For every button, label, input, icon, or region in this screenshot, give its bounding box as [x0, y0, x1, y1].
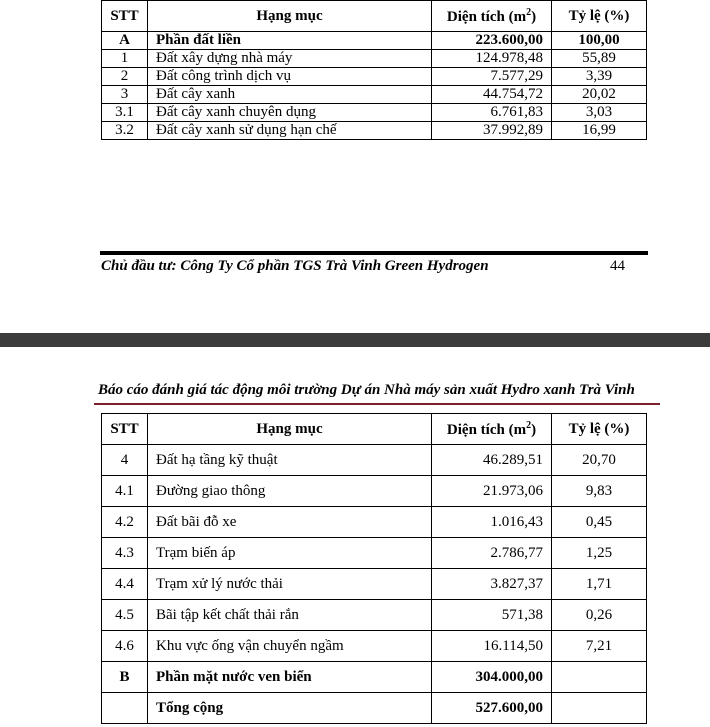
cell-item: Tổng cộng — [148, 693, 432, 724]
cell-item: Phần mặt nước ven biển — [148, 662, 432, 693]
cell-stt: 4.2 — [102, 507, 148, 538]
cell-stt: 3.1 — [102, 104, 148, 122]
cell-ratio: 20,70 — [552, 445, 647, 476]
cell-ratio: 1,25 — [552, 538, 647, 569]
cell-ratio: 3,03 — [552, 104, 647, 122]
col-item-header: Hạng mục — [148, 414, 432, 445]
table-header-row — [102, 414, 647, 445]
cell-ratio — [552, 662, 647, 693]
table-row — [102, 68, 647, 86]
cell-stt: 4 — [102, 445, 148, 476]
cell-item: Đất cây xanh chuyên dụng — [148, 104, 432, 122]
page-number: 44 — [610, 258, 625, 274]
cell-stt — [102, 693, 148, 724]
footer-rule — [100, 251, 648, 255]
table-row — [102, 507, 647, 538]
table-row — [102, 538, 647, 569]
cell-ratio: 20,02 — [552, 86, 647, 104]
cell-ratio: 0,26 — [552, 600, 647, 631]
cell-ratio: 3,39 — [552, 68, 647, 86]
cell-area: 37.992,89 — [432, 122, 552, 140]
cell-area: 7.577,29 — [432, 68, 552, 86]
table-row — [102, 631, 647, 662]
page-break-gap — [0, 333, 710, 347]
table-row — [102, 693, 647, 724]
cell-stt: 3.2 — [102, 122, 148, 140]
table-row — [102, 50, 647, 68]
cell-area: 124.978,48 — [432, 50, 552, 68]
cell-area: 6.761,83 — [432, 104, 552, 122]
header-rule — [94, 403, 660, 405]
cell-area: 527.600,00 — [432, 693, 552, 724]
cell-item: Đất bãi đỗ xe — [148, 507, 432, 538]
page-header-title: Báo cáo đánh giá tác động môi trường Dự án Nhà máy sản xuất Hydro xanh Trà Vinh — [98, 382, 635, 398]
cell-stt: 4.4 — [102, 569, 148, 600]
table-row — [102, 445, 647, 476]
table-row — [102, 662, 647, 693]
land-use-table-page2 — [101, 413, 647, 724]
land-use-table-page1 — [101, 0, 647, 140]
cell-area: 46.289,51 — [432, 445, 552, 476]
cell-stt: 1 — [102, 50, 148, 68]
cell-stt: 3 — [102, 86, 148, 104]
cell-ratio: 16,99 — [552, 122, 647, 140]
col-stt-header: STT — [102, 414, 148, 445]
cell-item: Phần đất liền — [148, 32, 432, 50]
cell-stt: A — [102, 32, 148, 50]
cell-ratio — [552, 693, 647, 724]
cell-area: 304.000,00 — [432, 662, 552, 693]
col-area-header: Diện tích $(m^2)$ — [432, 414, 552, 445]
table-row — [102, 476, 647, 507]
col-ratio-header: Tỷ lệ (%) — [552, 1, 647, 32]
table-header-row — [102, 1, 647, 32]
table-row — [102, 600, 647, 631]
col-ratio-header: Tỷ lệ (%) — [552, 414, 647, 445]
cell-ratio: 9,83 — [552, 476, 647, 507]
cell-stt: 4.3 — [102, 538, 148, 569]
cell-item: Khu vực ống vận chuyển ngầm — [148, 631, 432, 662]
cell-area: 223.600,00 — [432, 32, 552, 50]
cell-item: Đất hạ tầng kỹ thuật — [148, 445, 432, 476]
col-stt-header: STT — [102, 1, 148, 32]
footer-investor: Chủ đầu tư: Công Ty Cổ phần TGS Trà Vinh Green Hydrogen — [101, 258, 489, 274]
table-row — [102, 569, 647, 600]
cell-area: 571,38 — [432, 600, 552, 631]
table-row — [102, 86, 647, 104]
col-area-header: Diện tích $(m^2)$ — [432, 1, 552, 32]
cell-stt: 4.5 — [102, 600, 148, 631]
cell-stt: 4.6 — [102, 631, 148, 662]
cell-ratio: 1,71 — [552, 569, 647, 600]
cell-area: 21.973,06 — [432, 476, 552, 507]
table-row — [102, 122, 647, 140]
cell-item: Đất xây dựng nhà máy — [148, 50, 432, 68]
table-row — [102, 104, 647, 122]
cell-ratio: 0,45 — [552, 507, 647, 538]
cell-ratio: 7,21 — [552, 631, 647, 662]
cell-item: Đất công trình dịch vụ — [148, 68, 432, 86]
cell-area: 3.827,37 — [432, 569, 552, 600]
col-item-header: Hạng mục — [148, 1, 432, 32]
cell-stt: B — [102, 662, 148, 693]
cell-item: Đường giao thông — [148, 476, 432, 507]
cell-item: Trạm xử lý nước thải — [148, 569, 432, 600]
cell-area: 1.016,43 — [432, 507, 552, 538]
cell-area: 44.754,72 — [432, 86, 552, 104]
cell-ratio: 55,89 — [552, 50, 647, 68]
table-row — [102, 32, 647, 50]
cell-area: 16.114,50 — [432, 631, 552, 662]
cell-item: Đất cây xanh — [148, 86, 432, 104]
cell-stt: 4.1 — [102, 476, 148, 507]
cell-ratio: 100,00 — [552, 32, 647, 50]
cell-item: Bãi tập kết chất thải rắn — [148, 600, 432, 631]
cell-area: 2.786,77 — [432, 538, 552, 569]
cell-item: Đất cây xanh sử dụng hạn chế — [148, 122, 432, 140]
cell-item: Trạm biến áp — [148, 538, 432, 569]
cell-stt: 2 — [102, 68, 148, 86]
